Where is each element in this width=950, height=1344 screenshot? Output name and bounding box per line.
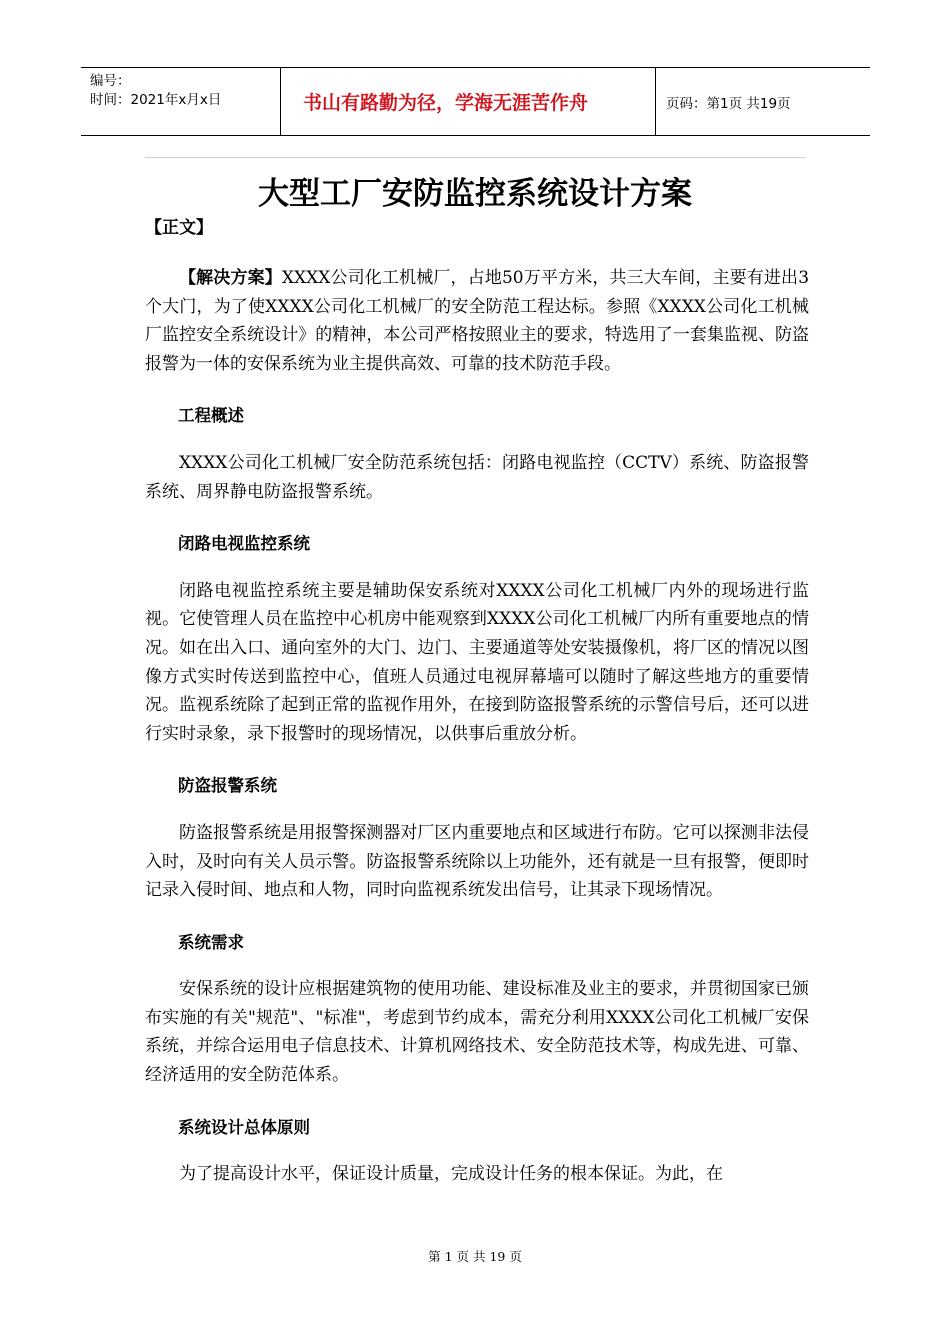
section-paragraph: 防盗报警系统是用报警探测器对厂区内重要地点和区域进行布防。它可以探测非法侵入时，及时向有关人员示警。防盗报警系统除以上功能外，还有就是一旦有报警，便即时记录入侵时间、地点和人物，同时向监视系统发出信号，让其录下现场情况。 [145,822,809,901]
section-paragraph: 闭路电视监控系统主要是辅助保安系统对XXXX公司化工机械厂内外的现场进行监视。它使管理人员在监控中心机房中能观察到XXXX公司化工机械厂内所有重要地点的情况。如在出入口、通向室外的大门、边门、主要通道等处安装摄像机，将厂区的情况以图像方式实时传送到监控中心，值班人员通过电视屏幕墙可以随时了解这些地方的重要情况。监视系统除了起到正常的监视作用外，在接到防盗报警系统的示警信号后，还可以进行实时录象，录下报警时的现场情况，以供事后重放分析。 [145,580,809,744]
section-heading: 工程概述 [178,406,244,426]
header-meta [81,68,281,135]
time-label: 时间：2021年x月x日 [90,92,222,108]
document-title: 大型工厂安防监控系统设计方案 [258,176,692,212]
body-label: 【正文】 [145,218,213,238]
header-motto: 书山有路勤为径，学海无涯苦作舟 [281,68,656,135]
document-body [145,264,809,1189]
section-paragraph: XXXX公司化工机械厂安全防范系统包括：闭路电视监控（CCTV）系统、防盗报警系统、周界静电防盗报警系统。 [145,452,809,502]
section-paragraph: 安保系统的设计应根据建筑物的使用功能、建设标准及业主的要求，并贯彻国家已颁布实施的有关"规范"、"标准"，考虑到节约成本，需充分利用XXXX公司化工机械厂安保系统，并综合运用电子信息技术、计算机网络技术、安全防范技术等，构成先进、可靠、经济适用的安全防范体系。 [145,979,809,1086]
intro-lead: 【解决方案】 [179,268,282,288]
intro-paragraph [145,264,809,378]
header-page-info: 页码：第1页 共19页 [666,95,791,112]
section-heading: 防盗报警系统 [178,776,277,796]
page-footer: 第 1 页 共 19 页 [428,1249,522,1264]
intro-text: XXXX公司化工机械厂，占地50万平方米，共三大车间，主要有进出3个大门，为了使XXXX公司化工机械厂的安全防范工程达标。参照《XXXX公司化工机械厂监控安全系统设计》的精神，本公司严格按照业主的要求，特选用了一套集监视、防盗报警为一体的安保系统为业主提供高效、可靠的技术防范手段。 [145,268,810,374]
section-heading: 系统设计总体原则 [178,1117,310,1137]
number-label: 编号： [90,73,131,89]
document-header [81,67,870,136]
section-heading: 闭路电视监控系统 [178,534,310,554]
header-divider [145,157,806,158]
section-paragraph: 为了提高设计水平，保证设计质量，完成设计任务的根本保证。为此，在 [179,1164,723,1185]
section-heading: 系统需求 [178,932,244,952]
